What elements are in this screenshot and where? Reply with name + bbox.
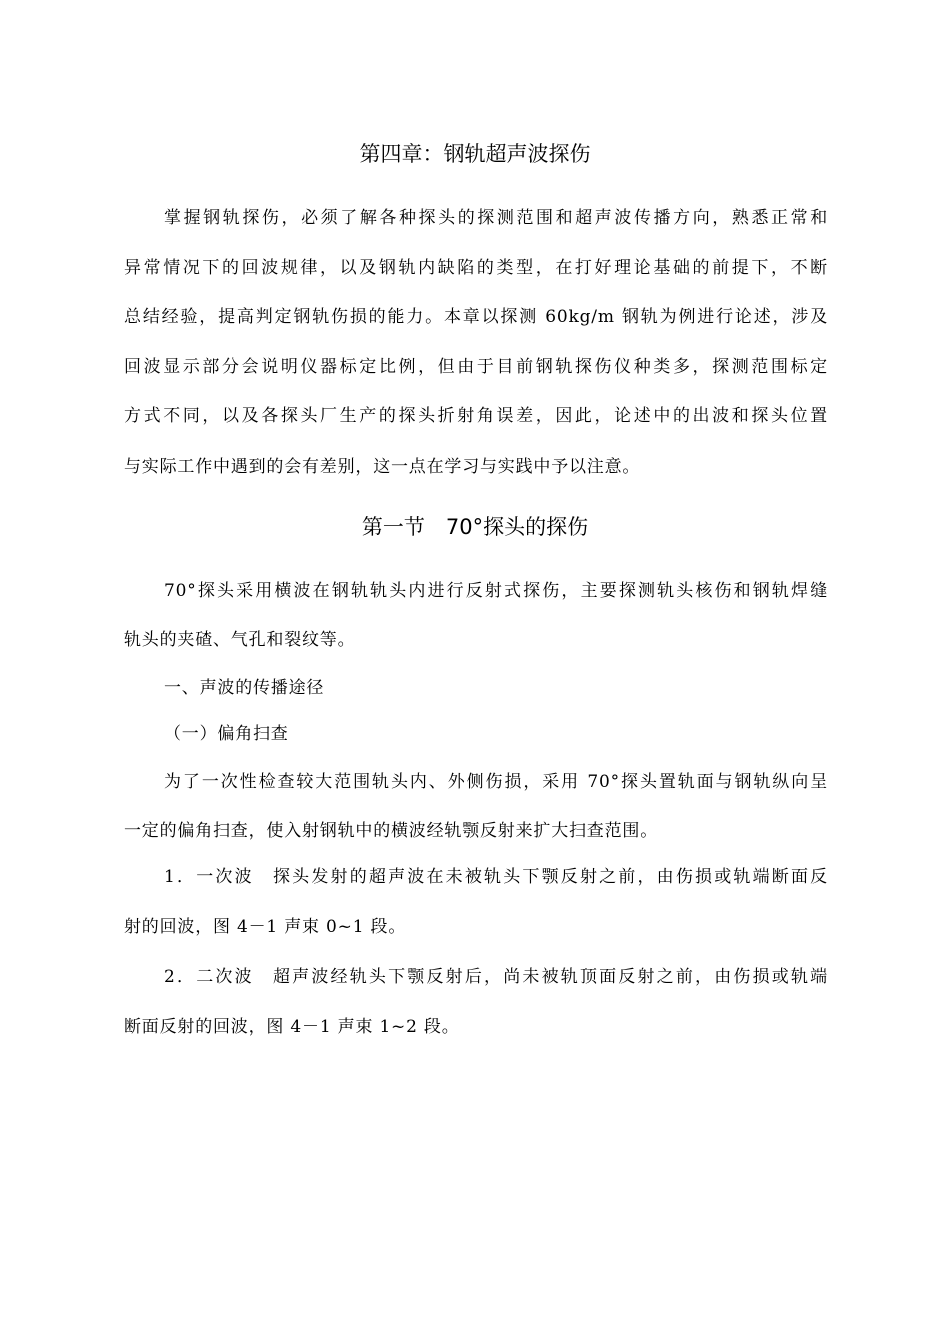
section-intro-line-1: 70°探头采用横波在钢轨轨头内进行反射式探伤，主要探测轨头核伤和钢轨焊缝	[164, 581, 828, 601]
chapter-title: 第四章：钢轨超声波探伤	[359, 142, 591, 166]
item-1-line-2: 射的回波，图 4－1 声束 0~1 段。	[124, 917, 407, 937]
intro-line-5: 方式不同，以及各探头厂生产的探头折射角误差，因此，论述中的出波和探头位置	[124, 406, 828, 426]
section-intro-line-2: 轨头的夹碴、气孔和裂纹等。	[124, 630, 356, 650]
intro-line-6: 与实际工作中遇到的会有差别，这一点在学习与实践中予以注意。	[124, 457, 641, 477]
scan-line-1: 为了一次性检查较大范围轨头内、外侧伤损，采用 70°探头置轨面与钢轨纵向呈	[164, 772, 828, 792]
scan-line-2: 一定的偏角扫查，使入射钢轨中的横波经轨颚反射来扩大扫查范围。	[124, 821, 658, 841]
intro-line-3: 总结经验，提高判定钢轨伤损的能力。本章以探测 60kg/m 钢轨为例进行论述，涉及	[124, 307, 828, 327]
item-1-line-1: 1．一次波 探头发射的超声波在未被轨头下颚反射之前，由伤损或轨端断面反	[164, 867, 828, 887]
subheading-angle-scan: （一）偏角扫查	[164, 724, 289, 744]
section-title: 第一节 70°探头的探伤	[361, 515, 589, 539]
intro-line-4: 回波显示部分会说明仪器标定比例，但由于目前钢轨探伤仪种类多，探测范围标定	[124, 357, 828, 377]
item-2-line-2: 断面反射的回波，图 4－1 声束 1~2 段。	[124, 1017, 460, 1037]
intro-line-1: 掌握钢轨探伤，必须了解各种探头的探测范围和超声波传播方向，熟悉正常和	[164, 208, 828, 228]
subheading-propagation-path: 一、声波的传播途径	[164, 678, 325, 698]
item-2-line-1: 2．二次波 超声波经轨头下颚反射后，尚未被轨顶面反射之前，由伤损或轨端	[164, 967, 828, 987]
intro-line-2: 异常情况下的回波规律，以及钢轨内缺陷的类型，在打好理论基础的前提下，不断	[124, 258, 828, 278]
